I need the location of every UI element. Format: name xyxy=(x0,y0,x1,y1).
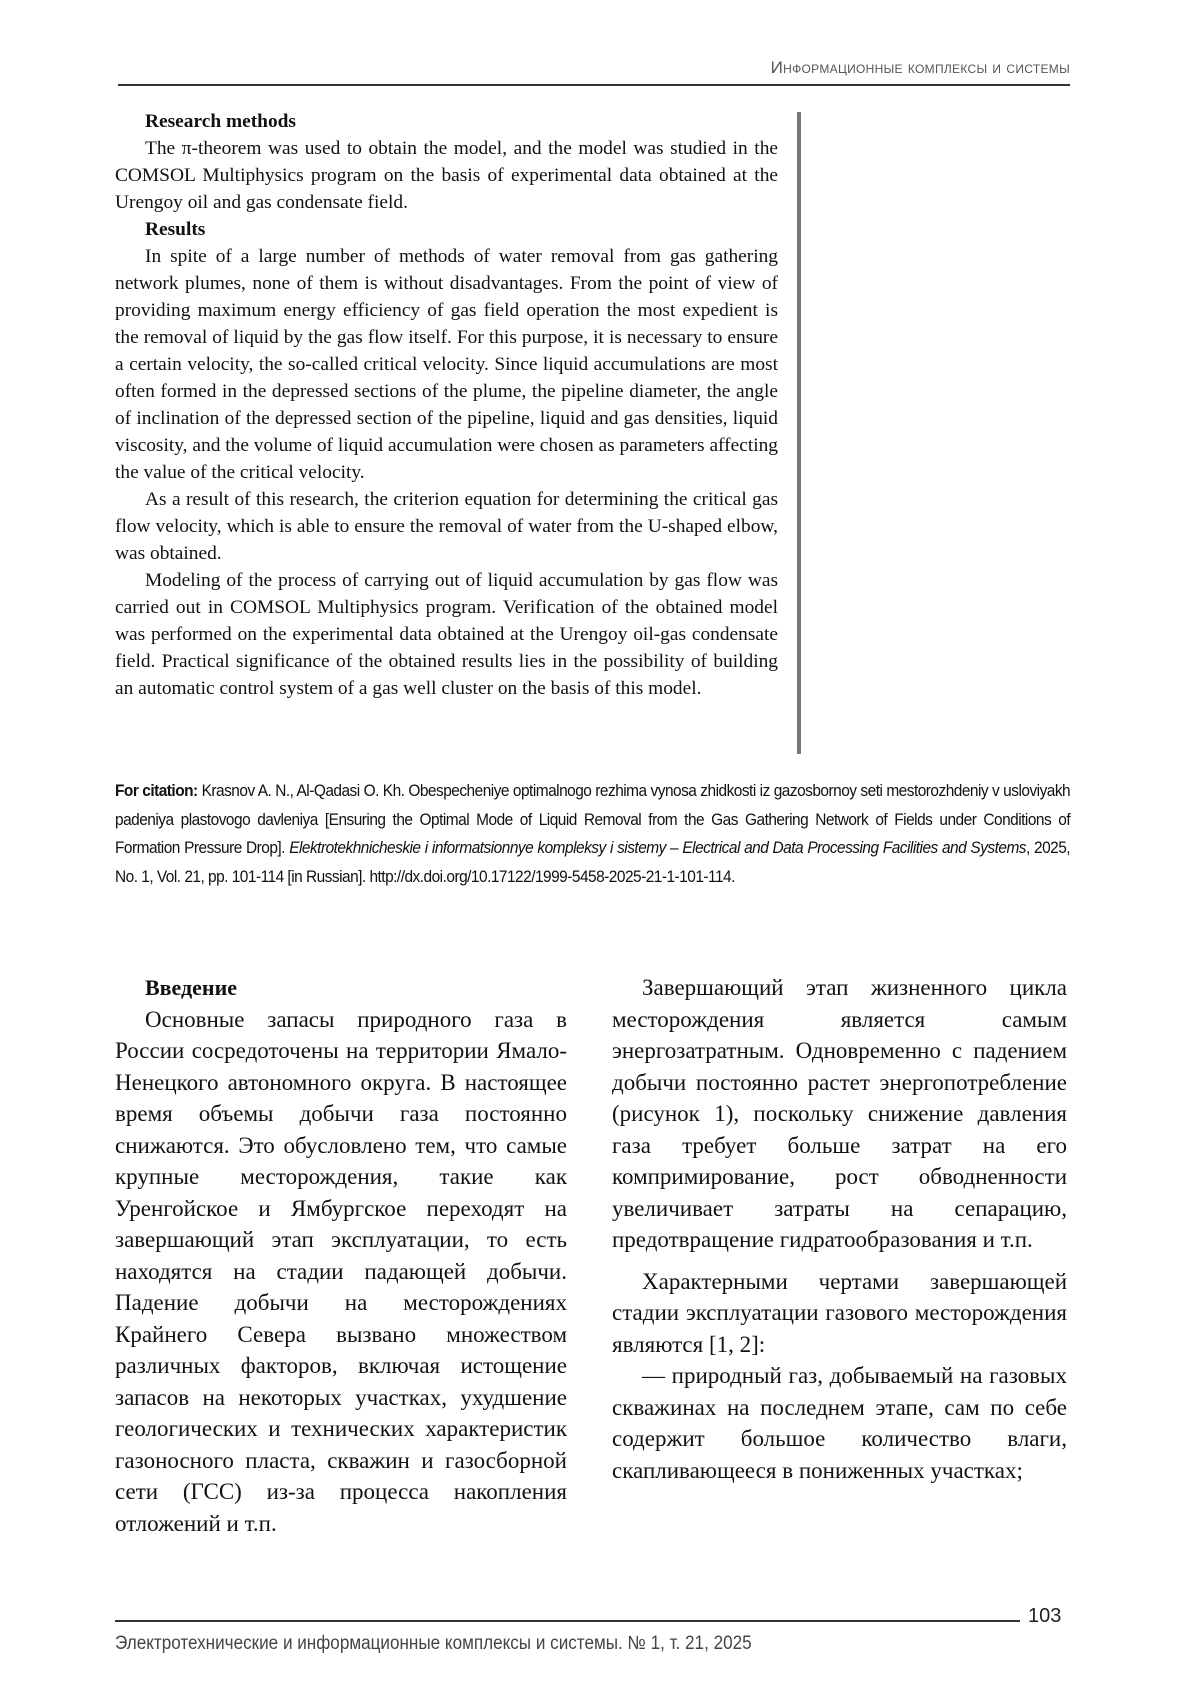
running-head-title: Информационные комплексы и системы xyxy=(770,58,1070,77)
results-paragraph: As a result of this research, the criterion equation for determining the critical gas flow velocity, which is able to ensure the removal of water from the U-shaped elbow, was obtained. xyxy=(115,489,778,564)
header-divider xyxy=(118,84,1070,86)
results-heading: Results xyxy=(145,219,206,240)
body-column-right xyxy=(612,972,1067,1486)
english-abstract xyxy=(115,108,778,702)
citation-label: For citation: xyxy=(115,781,198,800)
methods-heading: Research methods xyxy=(145,111,296,132)
list-item: — природный газ, добываемый на газовых скважинах на последнем этапе, сам по себе содержит большое количество влаги, скапливающееся в пониженных участках; xyxy=(612,1363,1067,1483)
results-paragraph: In spite of a large number of methods of water removal from gas gathering network plumes, none of them is without disadvantages. From the point of view of providing maximum energy efficiency of gas field operation the most expedient is the removal of liquid by the gas flow itself. For this purpose, it is necessary to ensure a certain velocity, the so-called critical velocity. Since liquid accumulations are most often formed in the depressed sections of the plume, the pipeline diameter, the angle of inclination of the depressed section of the pipeline, liquid and gas densities, liquid viscosity, and the volume of liquid accumulation were chosen as parameters affecting the value of the critical velocity. xyxy=(115,246,778,483)
footer-divider xyxy=(115,1620,1020,1622)
page-number: 103 xyxy=(1028,1605,1062,1627)
results-paragraph: Modeling of the process of carrying out of liquid accumulation by gas flow was carried out in COMSOL Multiphysics program. Verification of the obtained model was performed on the experimental data obtained at the Urengoy oil-gas condensate field. Practical significance of the obtained results lies in the possibility of building an automatic control system of a gas well cluster on the basis of this model. xyxy=(115,570,778,699)
body-paragraph: Завершающий этап жизненного цикла месторождения является самым энергозатратным. Одновременно с падением добычи постоянно растет энергопотребление (рисунок 1), поскольку снижение давления газа требует больше затрат на его компримирование, рост обводненности увеличивает затраты на сепарацию, предотвращение гидратообразования и т.п. xyxy=(612,975,1067,1252)
footer-journal-line: Электротехнические и информационные комплексы и системы. № 1, т. 21, 2025 xyxy=(115,1633,752,1654)
body-column-left xyxy=(115,972,567,1539)
abstract-side-rule xyxy=(797,112,801,754)
citation-journal: Elektrotekhnicheskie i informatsionnye kompleksy i sistemy – Electrical and Data Processing Facilities and Systems xyxy=(289,838,1027,857)
body-paragraph: Характерными чертами завершающей стадии эксплуатации газового месторождения являются [1, 2]: xyxy=(612,1268,1067,1357)
body-paragraph: Основные запасы природного газа в России сосредоточены на территории Ямало-Ненецкого автономного округа. В настоящее время объемы добычи газа постоянно снижаются. Это обусловлено тем, что самые крупные месторождения, такие как Уренгойское и Ямбургское переходят на завершающий этап эксплуатации, то есть находятся на стадии падающей добычи. Падение добычи на месторождениях Крайнего Севера вызвано множеством различных факторов, включая истощение запасов на некоторых участках, ухудшение геологических и технических характеристик газоносного пласта, скважин и газосборной сети (ГСС) из-за процесса накопления отложений и т.п. xyxy=(115,1006,567,1536)
citation-block xyxy=(115,777,1070,891)
citation-details[interactable]: , 2025, No. 1, Vol. 21, pp. 101-114 [in Russian]. http://dx.doi.org/10.17122/1999-5458-2025-21-1-101-114. xyxy=(115,838,1071,886)
intro-heading: Введение xyxy=(145,975,238,1000)
citation-text: Krasnov A. N., Al-Qadasi O. Kh. Obespecheniye optimalnogo rezhima vynosa zhidkosti iz gazosbornoy seti mestorozhdeniy v usloviyakh padeniya plastovogo davleniya [Ensuring the Optimal Mode of Liquid Removal from the Gas Gathering Network of Fields under Conditions of Formation Pressure Drop]. xyxy=(115,781,1071,857)
methods-paragraph: The π-theorem was used to obtain the model, and the model was studied in the COMSOL Multiphysics program on the basis of experimental data obtained at the Urengoy oil and gas condensate field. xyxy=(115,138,778,213)
